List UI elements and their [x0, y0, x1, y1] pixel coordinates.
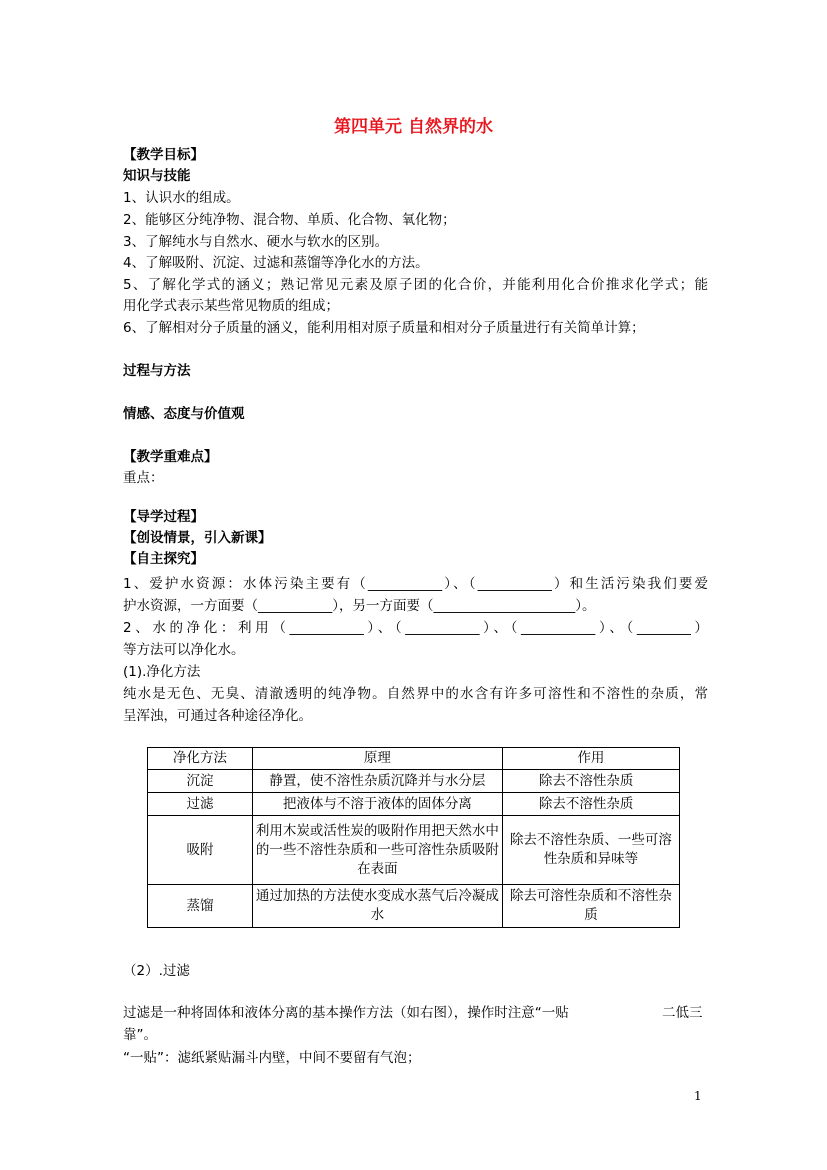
goal-item: 2、能够区分纯净物、混合物、单质、化合物、氧化物； — [123, 212, 456, 228]
table-row — [148, 885, 680, 928]
table-header: 作用 — [502, 748, 679, 770]
heading-teaching-goals: 【教学目标】 — [123, 147, 204, 163]
paragraph-continued: 呈浑浊，可通过各种途径净化。 — [123, 708, 312, 724]
heading-emotion: 情感、态度与价值观 — [123, 406, 245, 422]
heading-explore: 【自主探究】 — [123, 551, 204, 567]
table-row — [148, 793, 680, 816]
goal-item: 5、了解化学式的涵义；熟记常见元素及原子团的化合价，并能利用化合价推求化学式；能 — [123, 277, 708, 293]
heading-key-points: 【教学重难点】 — [123, 449, 218, 465]
table-cell-method: 过滤 — [148, 793, 253, 816]
table-cell-principle: 静置，使不溶性杂质沉降并与水分层 — [252, 770, 502, 793]
table-cell-principle: 把液体与不溶于液体的固体分离 — [252, 793, 502, 816]
table-cell-method: 沉淀 — [148, 770, 253, 793]
table-cell-effect: 除去不溶性杂质、一些可溶性杂质和异味等 — [502, 816, 679, 885]
table-row — [148, 770, 680, 793]
table-cell-effect: 除去不溶性杂质 — [502, 793, 679, 816]
table-cell-method: 蒸馏 — [148, 885, 253, 928]
page-title: 第四单元 自然界的水 — [334, 117, 493, 137]
table-row — [148, 816, 680, 885]
page-number: 1 — [694, 1089, 702, 1103]
table-header: 净化方法 — [148, 748, 253, 770]
heading-knowledge: 知识与技能 — [123, 168, 191, 184]
filter-paragraph-continued: 靠”。 — [123, 1027, 157, 1043]
heading-process: 过程与方法 — [123, 363, 191, 379]
goal-item: 1、认识水的组成。 — [123, 190, 240, 206]
filter-rule: “一贴”：滤纸紧贴漏斗内壁，中间不要留有气泡； — [123, 1050, 421, 1066]
table-cell-method: 吸附 — [148, 816, 253, 885]
heading-guide: 【导学过程】 — [123, 509, 204, 525]
table-cell-effect: 除去可溶性杂质和不溶性杂质 — [502, 885, 679, 928]
question-2: 2、水的净化：利用（___________）、（___________）、（___________）、（________） — [123, 620, 708, 636]
goal-item: 6、了解相对分子质量的涵义，能利用相对原子质量和相对分子质量进行有关简单计算； — [123, 320, 645, 336]
section-purification-title: (1).净化方法 — [123, 664, 201, 680]
table-cell-principle: 通过加热的方法使水变成水蒸气后冷凝成水 — [252, 885, 502, 928]
filter-paragraph: 过滤是一种将固体和液体分离的基本操作方法（如右图），操作时注意“一贴 — [123, 1005, 569, 1021]
question-1: 1、爱护水资源：水体污染主要有（___________）、（___________）和生活污染我们要爱 — [123, 576, 708, 592]
paragraph: 纯水是无色、无臭、清澈透明的纯净物。自然界中的水含有许多可溶性和不溶性的杂质，常 — [123, 686, 708, 702]
goal-item: 4、了解吸附、沉淀、过滤和蒸馏等净化水的方法。 — [123, 255, 429, 271]
purification-table — [147, 747, 680, 928]
question-2-continued: 等方法可以净化水。 — [123, 642, 245, 658]
section-filter-title: （2）.过滤 — [123, 963, 190, 979]
table-cell-effect: 除去不溶性杂质 — [502, 770, 679, 793]
table-cell-principle: 利用木炭或活性炭的吸附作用把天然水中的一些不溶性杂质和一些可溶性杂质吸附在表面 — [252, 816, 502, 885]
question-1-continued: 护水资源，一方面要（___________），另一方面要（_____________________）。 — [123, 598, 596, 614]
table-header-row — [148, 748, 680, 770]
focus-label: 重点： — [123, 470, 164, 486]
heading-scene: 【创设情景，引入新课】 — [123, 530, 272, 546]
table-header: 原理 — [252, 748, 502, 770]
goal-item: 3、了解纯水与自然水、硬水与软水的区别。 — [123, 234, 389, 250]
filter-paragraph-end: 二低三 — [662, 1005, 703, 1021]
goal-item-continued: 用化学式表示某些常见物质的组成； — [123, 298, 339, 314]
